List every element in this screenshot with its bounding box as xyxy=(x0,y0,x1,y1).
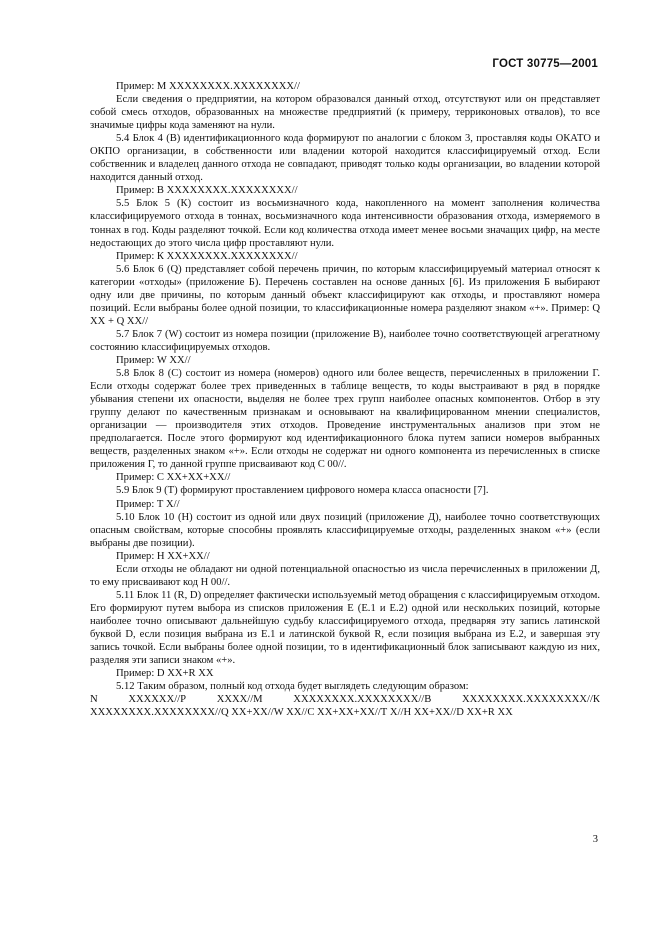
paragraph-example-k: Пример: К ХХХХХХХХ.ХХХХХХХХ// xyxy=(116,250,298,262)
paragraph-5-6: 5.6 Блок 6 (Q) представляет собой перечень причин, по которым классифицируемый материал относят к категории «отходы» (приложение Б). Перечень составлен на основе данных [6]. Из приложения Б выбирают одну или две причины, по которым данный объект классифицируют как отходы, и проставляют номера позиций. Если выбраны более одной позиции, то классификационные номера разделяют знаком «+». Пример: Q ХХ + Q ХХ// xyxy=(90,263,600,327)
paragraph-5-5: 5.5 Блок 5 (К) состоит из восьмизначного кода, накопленного на момент заполнения количества классифицируемого отхода в тоннах, восьмизначного кода интенсивности образования отхода, измеряемого в тоннах в год. Коды разделяют точкой. Если код количества отхода имеет менее восьми значащих цифр, на месте недостающих до этого числа цифр проставляют нули. xyxy=(90,198,600,249)
full-waste-code: N ХХХХХХ//Р ХХХХ//М ХХХХХХХХ.ХХХХХХХХ//В ХХХХХХХХ.ХХХХХХХХ//К ХХХХХХХХ.ХХХХХХХХ//Q ХХ+ХХ//W ХХ//С ХХ+ХХ+ХХ//Т Х//Н ХХ+ХХ//D ХХ+R ХХ xyxy=(90,694,600,719)
paragraph-5-8: 5.8 Блок 8 (С) состоит из номера (номеров) одного или более веществ, перечисленных в приложении Г. Если отходы содержат более трех приведенных в таблице веществ, то коды выстраивают в ряд в порядке убывания степени их опасности, выделяя не более трех групп наиболее опасных компонентов. Отбор в эту группу делают по качественным признакам и основывают на квалифицированном мнении специалистов, организации — производителя этих отходов. Проведение инструментальных анализов при этом не предполагается. После этого формируют код идентификационного блока путем записи номеров выбранных веществ, разделенных знаком «+». Если отходы не содержат ни одного компонента из перечисленных в списке приложения Г, то данной группе присваивают код С 00//. xyxy=(90,368,600,471)
paragraph-example-d: Пример: D ХХ+R ХХ xyxy=(116,668,214,680)
paragraph-5-7: 5.7 Блок 7 (W) состоит из номера позиции (приложение В), наиболее точно соответствующей агрегатному состоянию классифицируемых отходов. xyxy=(90,328,600,353)
paragraph-5-4: 5.4 Блок 4 (В) идентификационного кода формируют по аналогии с блоком 3, проставляя коды ОКАТО и ОКПО организации, в собственности или владении которой находится классифицируемый отход. Если собственник и владелец данного отхода не совпадают, приводят только коды организации, во владении которой находится данный отход. xyxy=(90,133,600,184)
paragraph-no-hazard: Если отходы не обладают ни одной потенциальной опасностью из числа перечисленных в приложении Д, то ему присваивают код Н 00//. xyxy=(90,563,600,588)
paragraph-example-b: Пример: В ХХХХХХХХ.ХХХХХХХХ// xyxy=(116,185,298,197)
document-body xyxy=(90,80,600,719)
standard-code-header: ГОСТ 30775—2001 xyxy=(492,58,598,70)
paragraph-example-h: Пример: Н ХХ+ХХ// xyxy=(116,550,210,562)
paragraph-enterprise-info: Если сведения о предприятии, на котором образовался данный отход, отсутствуют или он представляет собой смесь отходов, образованных на множестве предприятий (к примеру, терриконовых отвалов), то все значимые цифры кода заменяют на нули. xyxy=(90,94,600,132)
paragraph-example-t: Пример: Т Х// xyxy=(116,498,180,510)
page-number: 3 xyxy=(592,834,598,845)
paragraph-5-12: 5.12 Таким образом, полный код отхода будет выглядеть следующим образом: xyxy=(116,681,469,693)
paragraph-5-11: 5.11 Блок 11 (R, D) определяет фактически используемый метод обращения с классифицируемым отходом. Его формируют путем выбора из списков приложения Е (Е.1 и Е.2) одной или нескольких позиций, которые наиболее точно описывают дальнейшую судьбу классифицируемого отхода, предваряя эту запись латинской буквой D, если позиция выбрана из Е.1 и латинской буквой R, если позиция выбрана из Е.2, и завершая эту запись точкой. Если выбраны более одной позиции, то в идентификационный блок записывают каждую из них, разделяя эти записи знаком «+». xyxy=(90,589,600,667)
paragraph-5-9: 5.9 Блок 9 (Т) формируют проставлением цифрового номера класса опасности [7]. xyxy=(116,485,489,497)
paragraph-example-w: Пример: W ХХ// xyxy=(116,354,191,366)
paragraph-example-m: Пример: М ХХХХХХХХ.ХХХХХХХХ// xyxy=(116,81,300,92)
paragraph-example-c: Пример: С ХХ+ХХ+ХХ// xyxy=(116,472,231,484)
paragraph-5-10: 5.10 Блок 10 (Н) состоит из одной или двух позиций (приложение Д), наиболее точно соответствующих опасным свойствам, которые способны проявлять классифицируемые отходы, разделенных знаком «+» (если выбраны две позиции). xyxy=(90,511,600,549)
